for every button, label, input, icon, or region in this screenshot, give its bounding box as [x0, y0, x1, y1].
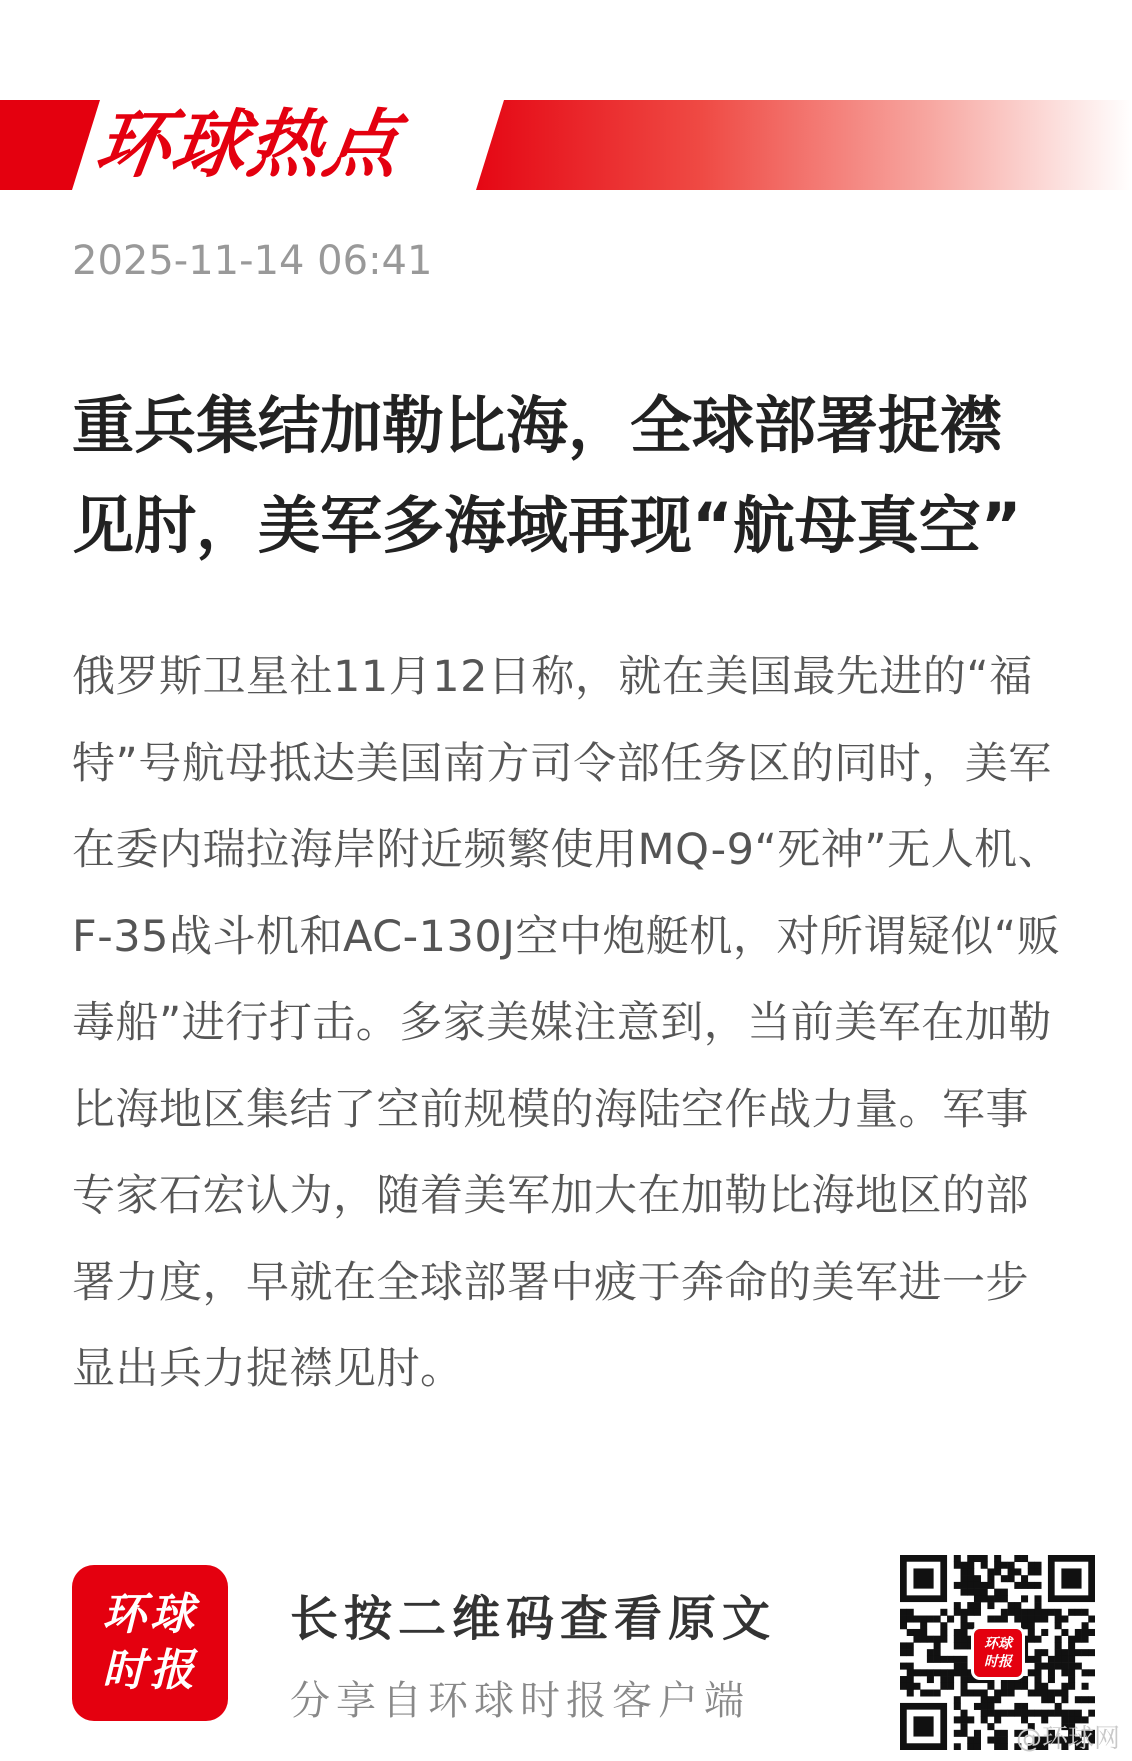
hot-topics-banner [0, 100, 1132, 190]
article-headline: 重兵集结加勒比海，全球部署捉襟见肘，美军多海域再现“航母真空” [72, 389, 1022, 562]
huanqiu-shibao-logo [72, 1565, 228, 1721]
qr-center-logo [974, 1629, 1022, 1677]
qr-logo-line2: 时报 [984, 1654, 1012, 1670]
article-body: 俄罗斯卫星社11月12日称，就在美国最先进的“福特”号航母抵达美国南方司令部任务区的同时，美军在委内瑞拉海岸附近频繁使用MQ-9“死神”无人机、F-35战斗机和AC-130J空中炮艇机，对所谓疑似“贩毒船”进行打击。多家美媒注意到，当前美军在加勒比海地区集结了空前规模的海陆空作战力量。军事专家石宏认为，随着美军加大在加勒比海地区的部署力度，早就在全球部署中疲于奔命的美军进一步显出兵力捉襟见肘。 [72, 652, 1062, 1394]
watermark: @环球网 [1015, 1724, 1120, 1754]
footer-title: 长按二维码查看原文 [290, 1591, 777, 1647]
qr-logo-line1: 环球 [984, 1636, 1012, 1652]
footer-subtitle: 分享自环球时报客户端 [290, 1678, 750, 1724]
publish-timestamp: 2025-11-14 06:41 [72, 238, 433, 284]
logo-text-line2: 时报 [102, 1645, 198, 1696]
logo-text-line1: 环球 [102, 1589, 198, 1640]
banner-title: 环球热点 [89, 102, 407, 188]
share-footer [0, 1545, 1132, 1761]
